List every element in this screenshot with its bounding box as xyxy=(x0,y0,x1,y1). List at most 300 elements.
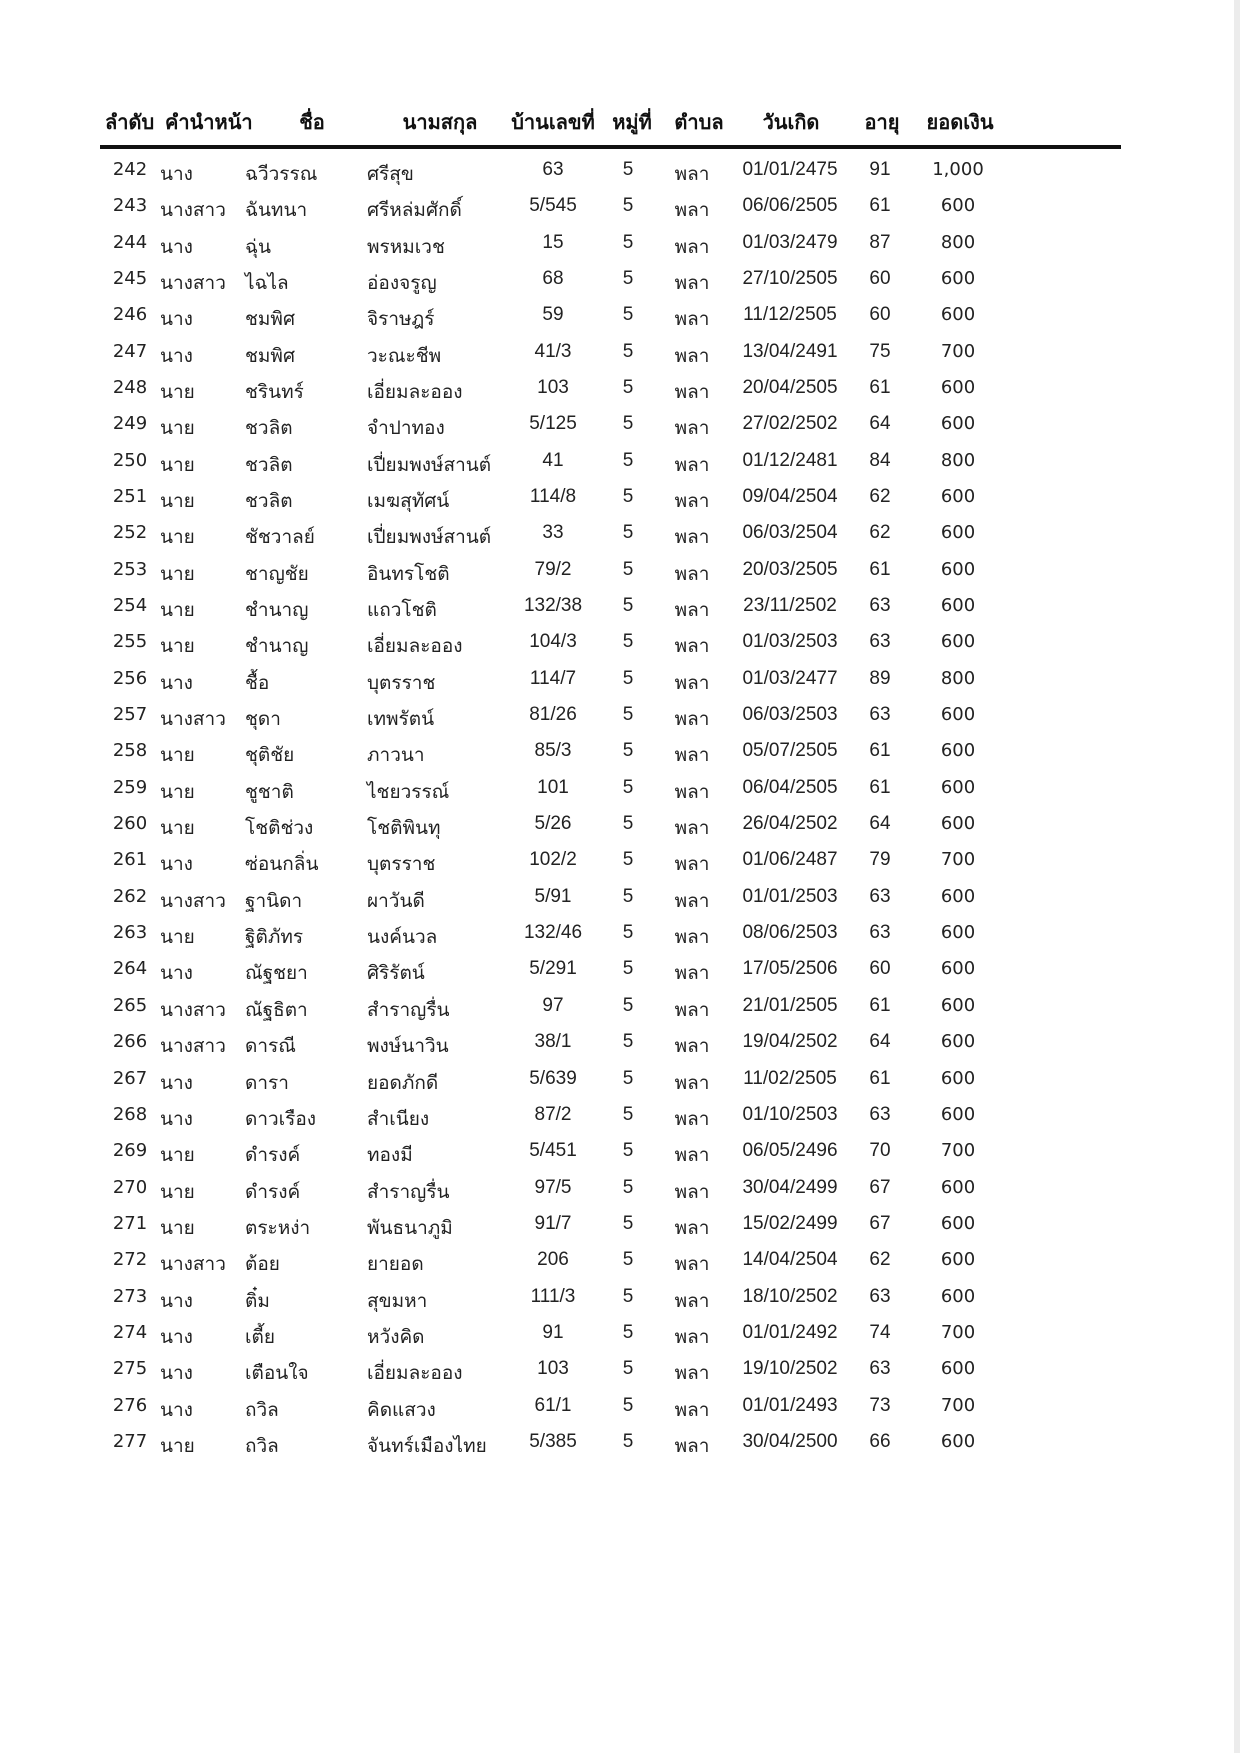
cell-first-name: ชัชวาลย์ xyxy=(245,527,315,549)
cell-age: 62 xyxy=(869,1249,891,1271)
cell-subdistrict: พลา xyxy=(674,1399,710,1421)
header-seq: ลำดับ xyxy=(105,110,155,134)
cell-age: 61 xyxy=(869,994,891,1016)
cell-birth-date: 11/12/2505 xyxy=(743,304,837,326)
cell-age: 61 xyxy=(869,377,891,399)
cell-subdistrict: พลา xyxy=(674,927,710,949)
cell-house-no: 101 xyxy=(537,776,569,798)
table-row xyxy=(0,807,1240,843)
cell-age: 63 xyxy=(869,1103,891,1125)
cell-subdistrict: พลา xyxy=(674,709,710,731)
cell-birth-date: 01/01/2492 xyxy=(742,1321,838,1343)
table-row xyxy=(0,843,1240,879)
cell-seq: 251 xyxy=(112,486,148,508)
cell-village-no: 5 xyxy=(622,631,634,653)
cell-prefix: นางสาว xyxy=(160,999,226,1021)
cell-last-name: สำราญรื่น xyxy=(367,1181,450,1203)
table-row xyxy=(0,1243,1240,1279)
table-row xyxy=(0,262,1240,298)
cell-village-no: 5 xyxy=(622,849,634,871)
table-row xyxy=(0,589,1240,625)
cell-subdistrict: พลา xyxy=(674,818,710,840)
cell-birth-date: 30/04/2500 xyxy=(742,1430,838,1452)
cell-birth-date: 01/01/2503 xyxy=(742,885,838,907)
header-subdistrict: ตำบล xyxy=(674,110,724,134)
cell-age: 60 xyxy=(869,958,891,980)
cell-house-no: 102/2 xyxy=(529,849,577,871)
cell-seq: 267 xyxy=(112,1067,148,1089)
cell-subdistrict: พลา xyxy=(674,1254,710,1276)
cell-house-no: 15 xyxy=(542,231,564,253)
cell-last-name: หวังคิด xyxy=(367,1326,425,1348)
cell-last-name: ยายอด xyxy=(367,1254,424,1276)
cell-village-no: 5 xyxy=(622,1358,634,1380)
cell-birth-date: 20/04/2505 xyxy=(742,377,838,399)
cell-age: 64 xyxy=(869,1031,891,1053)
cell-prefix: นาย xyxy=(160,418,195,440)
cell-first-name: ชวลิต xyxy=(245,454,293,476)
table-row xyxy=(0,1098,1240,1134)
table-row xyxy=(0,1316,1240,1352)
cell-prefix: นางสาว xyxy=(160,273,226,295)
cell-village-no: 5 xyxy=(622,1285,634,1307)
table-row xyxy=(0,553,1240,589)
cell-prefix: นาย xyxy=(160,563,195,585)
table-row xyxy=(0,698,1240,734)
cell-subdistrict: พลา xyxy=(674,672,710,694)
cell-first-name: ชมพิศ xyxy=(245,309,296,331)
cell-first-name: โชติช่วง xyxy=(245,818,314,840)
cell-amount: 800 xyxy=(940,449,976,471)
cell-birth-date: 26/04/2502 xyxy=(742,813,838,835)
cell-house-no: 91 xyxy=(542,1321,564,1343)
cell-last-name: เอี่ยมละออง xyxy=(367,636,463,658)
table-row xyxy=(0,1207,1240,1243)
cell-seq: 247 xyxy=(112,340,148,362)
cell-last-name: จิราษฎร์ xyxy=(367,309,435,331)
cell-seq: 270 xyxy=(112,1176,148,1198)
cell-birth-date: 06/05/2496 xyxy=(742,1140,838,1162)
cell-village-no: 5 xyxy=(622,1067,634,1089)
cell-prefix: นางสาว xyxy=(160,1254,226,1276)
cell-first-name: ชูชาติ xyxy=(245,781,294,803)
cell-house-no: 97/5 xyxy=(534,1176,572,1198)
cell-house-no: 114/8 xyxy=(529,486,577,508)
cell-birth-date: 01/10/2503 xyxy=(742,1103,838,1125)
cell-first-name: ชุติชัย xyxy=(245,745,295,767)
cell-prefix: นาย xyxy=(160,454,195,476)
cell-subdistrict: พลา xyxy=(674,236,710,258)
cell-village-no: 5 xyxy=(622,1031,634,1053)
cell-village-no: 5 xyxy=(622,922,634,944)
cell-amount: 600 xyxy=(940,631,976,653)
cell-prefix: นางสาว xyxy=(160,1036,226,1058)
cell-amount: 600 xyxy=(940,994,976,1016)
cell-seq: 277 xyxy=(112,1430,148,1452)
cell-first-name: ชวลิต xyxy=(245,491,293,513)
cell-age: 84 xyxy=(869,449,891,471)
header-last-name: นามสกุล xyxy=(402,110,478,134)
cell-seq: 275 xyxy=(112,1358,148,1380)
cell-prefix: นาง xyxy=(160,963,193,985)
cell-last-name: ไชยวรรณ์ xyxy=(367,781,450,803)
table-row xyxy=(0,371,1240,407)
cell-house-no: 59 xyxy=(542,304,564,326)
cell-first-name: ถวิล xyxy=(245,1399,279,1421)
cell-village-no: 5 xyxy=(622,958,634,980)
cell-first-name: ชมพิศ xyxy=(245,345,296,367)
table-row xyxy=(0,1171,1240,1207)
cell-birth-date: 15/02/2499 xyxy=(742,1212,838,1234)
cell-village-no: 5 xyxy=(622,558,634,580)
cell-birth-date: 01/01/2475 xyxy=(742,159,838,180)
cell-last-name: บุตรราช xyxy=(367,854,436,876)
cell-last-name: นงค์นวล xyxy=(367,927,438,949)
cell-last-name: ศรีสุข xyxy=(367,164,414,185)
cell-age: 63 xyxy=(869,885,891,907)
cell-subdistrict: พลา xyxy=(674,345,710,367)
cell-house-no: 5/385 xyxy=(529,1430,577,1452)
cell-first-name: ชาญชัย xyxy=(245,563,309,585)
cell-age: 89 xyxy=(869,667,891,689)
cell-subdistrict: พลา xyxy=(674,273,710,295)
cell-prefix: นาย xyxy=(160,636,195,658)
cell-village-no: 5 xyxy=(622,377,634,399)
cell-house-no: 104/3 xyxy=(529,631,577,653)
cell-seq: 255 xyxy=(112,631,148,653)
cell-seq: 272 xyxy=(112,1249,148,1271)
cell-amount: 600 xyxy=(940,922,976,944)
cell-seq: 259 xyxy=(112,776,148,798)
cell-subdistrict: พลา xyxy=(674,382,710,404)
cell-amount: 700 xyxy=(940,340,976,362)
cell-seq: 246 xyxy=(112,304,148,326)
header-age: อายุ xyxy=(864,110,900,134)
cell-seq: 256 xyxy=(112,667,148,689)
cell-amount: 600 xyxy=(940,1031,976,1053)
cell-last-name: สุขมหา xyxy=(367,1290,428,1312)
cell-house-no: 5/451 xyxy=(529,1140,577,1162)
cell-birth-date: 19/10/2502 xyxy=(742,1358,838,1380)
table-row xyxy=(0,1062,1240,1098)
header-birth-date: วันเกิด xyxy=(762,110,820,134)
cell-age: 70 xyxy=(869,1140,891,1162)
cell-subdistrict: พลา xyxy=(674,745,710,767)
cell-house-no: 103 xyxy=(537,1358,569,1380)
cell-house-no: 85/3 xyxy=(534,740,572,762)
cell-prefix: นาง xyxy=(160,854,193,876)
cell-subdistrict: พลา xyxy=(674,1217,710,1239)
cell-last-name: เปี่ยมพงษ์สานต์ xyxy=(367,454,492,476)
cell-subdistrict: พลา xyxy=(674,309,710,331)
cell-age: 63 xyxy=(869,1358,891,1380)
cell-seq: 249 xyxy=(112,413,148,435)
cell-first-name: ซ่อนกลิ่น xyxy=(245,854,319,876)
cell-age: 63 xyxy=(869,704,891,726)
cell-house-no: 5/545 xyxy=(529,195,577,217)
table-row xyxy=(0,480,1240,516)
cell-seq: 276 xyxy=(112,1394,148,1416)
cell-subdistrict: พลา xyxy=(674,1145,710,1167)
cell-house-no: 5/91 xyxy=(534,885,572,907)
cell-house-no: 206 xyxy=(537,1249,569,1271)
cell-last-name: วะณะชีพ xyxy=(367,345,442,367)
cell-last-name: พรหมเวช xyxy=(367,236,445,258)
cell-prefix: นาย xyxy=(160,1145,195,1167)
cell-amount: 600 xyxy=(940,1285,976,1307)
cell-prefix: นาง xyxy=(160,345,193,367)
cell-age: 63 xyxy=(869,631,891,653)
cell-subdistrict: พลา xyxy=(674,1181,710,1203)
table-row xyxy=(0,444,1240,480)
cell-amount: 700 xyxy=(940,1140,976,1162)
cell-age: 61 xyxy=(869,776,891,798)
cell-last-name: สำเนียง xyxy=(367,1108,430,1130)
table-row xyxy=(0,153,1240,189)
cell-house-no: 63 xyxy=(542,159,564,180)
cell-village-no: 5 xyxy=(622,667,634,689)
cell-first-name: ฐิติภัทร xyxy=(245,927,304,949)
cell-age: 61 xyxy=(869,195,891,217)
cell-prefix: นาง xyxy=(160,309,193,331)
cell-first-name: ฉุ่น xyxy=(245,236,271,258)
cell-house-no: 41 xyxy=(542,449,564,471)
cell-last-name: ยอดภักดี xyxy=(367,1072,439,1094)
cell-first-name: ฉวีวรรณ xyxy=(245,164,318,185)
cell-birth-date: 06/06/2505 xyxy=(742,195,838,217)
cell-village-no: 5 xyxy=(622,740,634,762)
cell-prefix: นาย xyxy=(160,1435,195,1457)
cell-age: 61 xyxy=(869,1067,891,1089)
cell-subdistrict: พลา xyxy=(674,600,710,622)
cell-birth-date: 14/04/2504 xyxy=(742,1249,838,1271)
cell-prefix: นาย xyxy=(160,927,195,949)
cell-amount: 600 xyxy=(940,1212,976,1234)
cell-prefix: นางสาว xyxy=(160,709,226,731)
cell-age: 64 xyxy=(869,813,891,835)
cell-last-name: ผาวันดี xyxy=(367,890,425,912)
cell-seq: 262 xyxy=(112,885,148,907)
cell-age: 67 xyxy=(869,1176,891,1198)
cell-birth-date: 01/03/2503 xyxy=(742,631,838,653)
cell-house-no: 132/38 xyxy=(523,595,583,617)
cell-age: 75 xyxy=(869,340,891,362)
cell-birth-date: 27/10/2505 xyxy=(742,268,838,290)
cell-seq: 258 xyxy=(112,740,148,762)
cell-seq: 244 xyxy=(112,231,148,253)
cell-amount: 600 xyxy=(940,885,976,907)
cell-last-name: พันธนาภูมิ xyxy=(367,1217,453,1239)
cell-birth-date: 06/04/2505 xyxy=(742,776,838,798)
cell-first-name: ดำรงค์ xyxy=(245,1145,301,1167)
cell-village-no: 5 xyxy=(622,1176,634,1198)
cell-birth-date: 18/10/2502 xyxy=(742,1285,838,1307)
cell-last-name: เมฆสุทัศน์ xyxy=(367,491,450,513)
cell-first-name: ชุดา xyxy=(245,709,281,731)
cell-village-no: 5 xyxy=(622,231,634,253)
table-row xyxy=(0,916,1240,952)
cell-first-name: ถวิล xyxy=(245,1435,279,1457)
table-row xyxy=(0,625,1240,661)
cell-last-name: จำปาทอง xyxy=(367,418,445,440)
table-row xyxy=(0,1134,1240,1170)
cell-first-name: ชำนาญ xyxy=(245,600,309,622)
cell-first-name: ณัฐธิตา xyxy=(245,999,308,1021)
cell-house-no: 132/46 xyxy=(523,922,583,944)
cell-house-no: 103 xyxy=(537,377,569,399)
cell-age: 62 xyxy=(869,522,891,544)
cell-prefix: นาง xyxy=(160,1108,193,1130)
cell-village-no: 5 xyxy=(622,159,634,180)
cell-amount: 700 xyxy=(940,849,976,871)
cell-amount: 600 xyxy=(940,304,976,326)
cell-first-name: ดารา xyxy=(245,1072,289,1094)
cell-first-name: เตี้ย xyxy=(245,1326,275,1348)
cell-amount: 600 xyxy=(940,1176,976,1198)
cell-seq: 257 xyxy=(112,704,148,726)
cell-village-no: 5 xyxy=(622,413,634,435)
cell-last-name: ภาวนา xyxy=(367,745,425,767)
table-row xyxy=(0,407,1240,443)
cell-birth-date: 06/03/2504 xyxy=(742,522,838,544)
cell-amount: 700 xyxy=(940,1394,976,1416)
cell-age: 91 xyxy=(869,159,891,180)
cell-birth-date: 17/05/2506 xyxy=(742,958,838,980)
cell-last-name: เอี่ยมละออง xyxy=(367,1363,463,1385)
cell-prefix: นาย xyxy=(160,745,195,767)
cell-birth-date: 01/01/2493 xyxy=(742,1394,838,1416)
cell-seq: 248 xyxy=(112,377,148,399)
cell-subdistrict: พลา xyxy=(674,454,710,476)
cell-birth-date: 01/12/2481 xyxy=(742,449,838,471)
cell-subdistrict: พลา xyxy=(674,999,710,1021)
cell-seq: 266 xyxy=(112,1031,148,1053)
cell-house-no: 5/291 xyxy=(529,958,577,980)
cell-house-no: 38/1 xyxy=(534,1031,572,1053)
cell-age: 60 xyxy=(869,268,891,290)
cell-seq: 243 xyxy=(112,195,148,217)
cell-house-no: 91/7 xyxy=(534,1212,572,1234)
cell-birth-date: 23/11/2502 xyxy=(743,595,837,617)
header-prefix: คำนำหน้า xyxy=(165,110,253,134)
cell-subdistrict: พลา xyxy=(674,418,710,440)
header-house-no: บ้านเลขที่ xyxy=(511,110,595,134)
cell-amount: 600 xyxy=(940,486,976,508)
cell-age: 63 xyxy=(869,595,891,617)
cell-seq: 252 xyxy=(112,522,148,544)
cell-prefix: นาง xyxy=(160,1072,193,1094)
cell-house-no: 61/1 xyxy=(534,1394,572,1416)
cell-prefix: นาง xyxy=(160,1290,193,1312)
cell-birth-date: 20/03/2505 xyxy=(742,558,838,580)
cell-amount: 600 xyxy=(940,268,976,290)
cell-age: 63 xyxy=(869,922,891,944)
cell-last-name: แถวโชติ xyxy=(367,600,437,622)
cell-house-no: 97 xyxy=(542,994,564,1016)
cell-first-name: ไฉไล xyxy=(245,273,289,295)
cell-subdistrict: พลา xyxy=(674,1036,710,1058)
cell-prefix: นาย xyxy=(160,818,195,840)
cell-house-no: 81/26 xyxy=(529,704,577,726)
cell-village-no: 5 xyxy=(622,813,634,835)
cell-prefix: นาย xyxy=(160,491,195,513)
cell-first-name: ฉันทนา xyxy=(245,200,308,222)
cell-village-no: 5 xyxy=(622,994,634,1016)
cell-house-no: 79/2 xyxy=(534,558,572,580)
cell-amount: 600 xyxy=(940,413,976,435)
cell-village-no: 5 xyxy=(622,885,634,907)
cell-age: 67 xyxy=(869,1212,891,1234)
cell-first-name: ดาวเรือง xyxy=(245,1108,317,1130)
cell-last-name: ศิริรัตน์ xyxy=(367,963,425,985)
cell-birth-date: 06/03/2503 xyxy=(742,704,838,726)
cell-subdistrict: พลา xyxy=(674,636,710,658)
cell-age: 60 xyxy=(869,304,891,326)
cell-house-no: 111/3 xyxy=(530,1285,576,1307)
cell-village-no: 5 xyxy=(622,1394,634,1416)
cell-seq: 273 xyxy=(112,1285,148,1307)
cell-village-no: 5 xyxy=(622,486,634,508)
cell-seq: 265 xyxy=(112,994,148,1016)
cell-prefix: นางสาว xyxy=(160,200,226,222)
cell-birth-date: 13/04/2491 xyxy=(742,340,838,362)
cell-last-name: จันทร์เมืองไทย xyxy=(367,1435,487,1457)
cell-village-no: 5 xyxy=(622,1212,634,1234)
cell-subdistrict: พลา xyxy=(674,164,710,185)
cell-prefix: นาง xyxy=(160,1363,193,1385)
cell-seq: 245 xyxy=(112,268,148,290)
cell-amount: 600 xyxy=(940,1249,976,1271)
cell-prefix: นาง xyxy=(160,164,193,185)
cell-seq: 261 xyxy=(112,849,148,871)
cell-subdistrict: พลา xyxy=(674,1072,710,1094)
cell-house-no: 68 xyxy=(542,268,564,290)
cell-village-no: 5 xyxy=(622,704,634,726)
header-divider xyxy=(100,145,1121,149)
cell-age: 62 xyxy=(869,486,891,508)
cell-amount: 600 xyxy=(940,1430,976,1452)
cell-birth-date: 30/04/2499 xyxy=(742,1176,838,1198)
table-row xyxy=(0,1425,1240,1461)
cell-prefix: นาย xyxy=(160,781,195,803)
cell-age: 66 xyxy=(869,1430,891,1452)
cell-birth-date: 11/02/2505 xyxy=(743,1067,837,1089)
cell-amount: 1,000 xyxy=(932,159,984,180)
header-village-no: หมู่ที่ xyxy=(612,110,652,134)
cell-seq: 254 xyxy=(112,595,148,617)
cell-birth-date: 19/04/2502 xyxy=(742,1031,838,1053)
cell-age: 61 xyxy=(869,740,891,762)
table-row xyxy=(0,771,1240,807)
cell-last-name: ศรีหล่มศักดิ์ xyxy=(367,200,462,222)
cell-amount: 600 xyxy=(940,704,976,726)
cell-village-no: 5 xyxy=(622,1103,634,1125)
table-row xyxy=(0,734,1240,770)
cell-seq: 250 xyxy=(112,449,148,471)
cell-subdistrict: พลา xyxy=(674,781,710,803)
cell-amount: 800 xyxy=(940,231,976,253)
cell-amount: 600 xyxy=(940,377,976,399)
cell-amount: 600 xyxy=(940,1103,976,1125)
cell-last-name: บุตรราช xyxy=(367,672,436,694)
cell-last-name: เปี่ยมพงษ์สานต์ xyxy=(367,527,492,549)
table-row xyxy=(0,1352,1240,1388)
table-header xyxy=(0,100,1240,144)
cell-last-name: คิดแสวง xyxy=(367,1399,436,1421)
table-row xyxy=(0,989,1240,1025)
cell-prefix: นาย xyxy=(160,382,195,404)
cell-last-name: โชติพินทุ xyxy=(367,818,441,840)
